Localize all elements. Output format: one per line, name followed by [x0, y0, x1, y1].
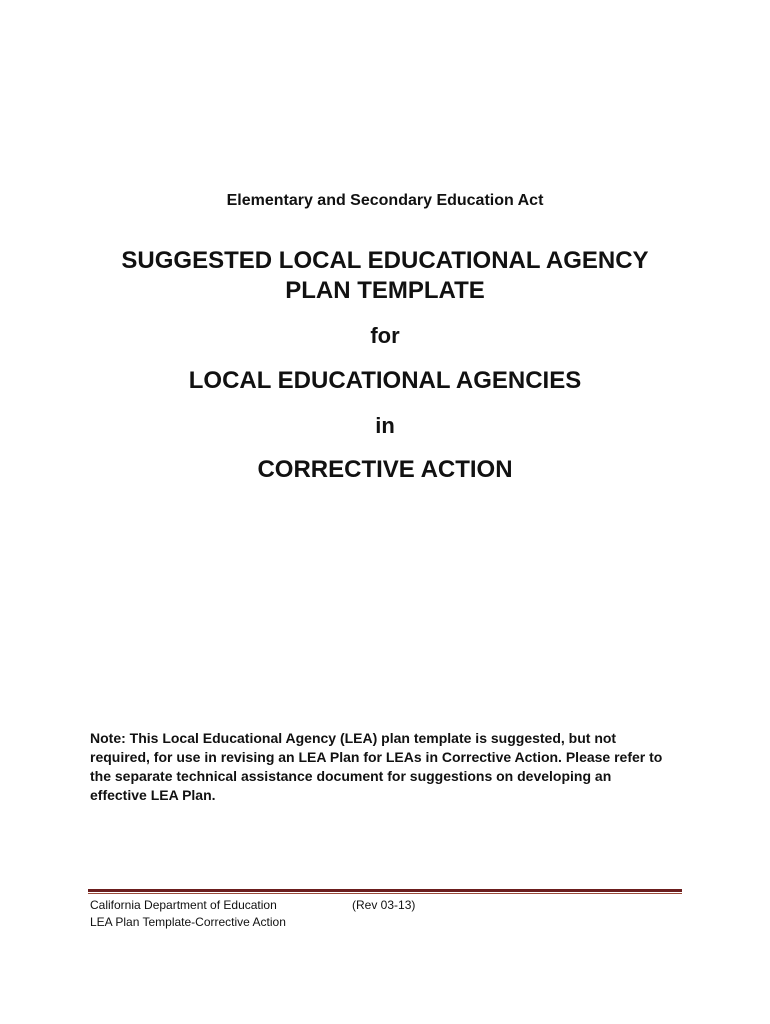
footer-divider-thin: [88, 893, 682, 894]
title-connector-in: in: [375, 413, 395, 438]
footer-divider: [88, 889, 682, 892]
title-line-2: PLAN TEMPLATE: [285, 277, 485, 304]
title-line-3: LOCAL EDUCATIONAL AGENCIES: [188, 367, 582, 394]
document-subtitle: Elementary and Secondary Education Act: [226, 192, 544, 209]
title-line-1: SUGGESTED LOCAL EDUCATIONAL AGENCY: [121, 247, 649, 274]
footer-document-name: LEA Plan Template-Corrective Action: [90, 915, 286, 929]
footer-left: [90, 897, 286, 931]
footer-revision: (Rev 03-13): [352, 898, 416, 912]
footer-organization: California Department of Education: [90, 898, 277, 912]
note-paragraph: Note: This Local Educational Agency (LEA) plan template is suggested, but not required, for use in revising an LEA Plan for LEAs in Corrective Action. Please refer to the separate technical assistance document for suggestions on developing an effective LEA Plan.: [90, 730, 663, 803]
title-line-4: CORRECTIVE ACTION: [257, 456, 513, 483]
title-connector-for: for: [370, 323, 400, 348]
